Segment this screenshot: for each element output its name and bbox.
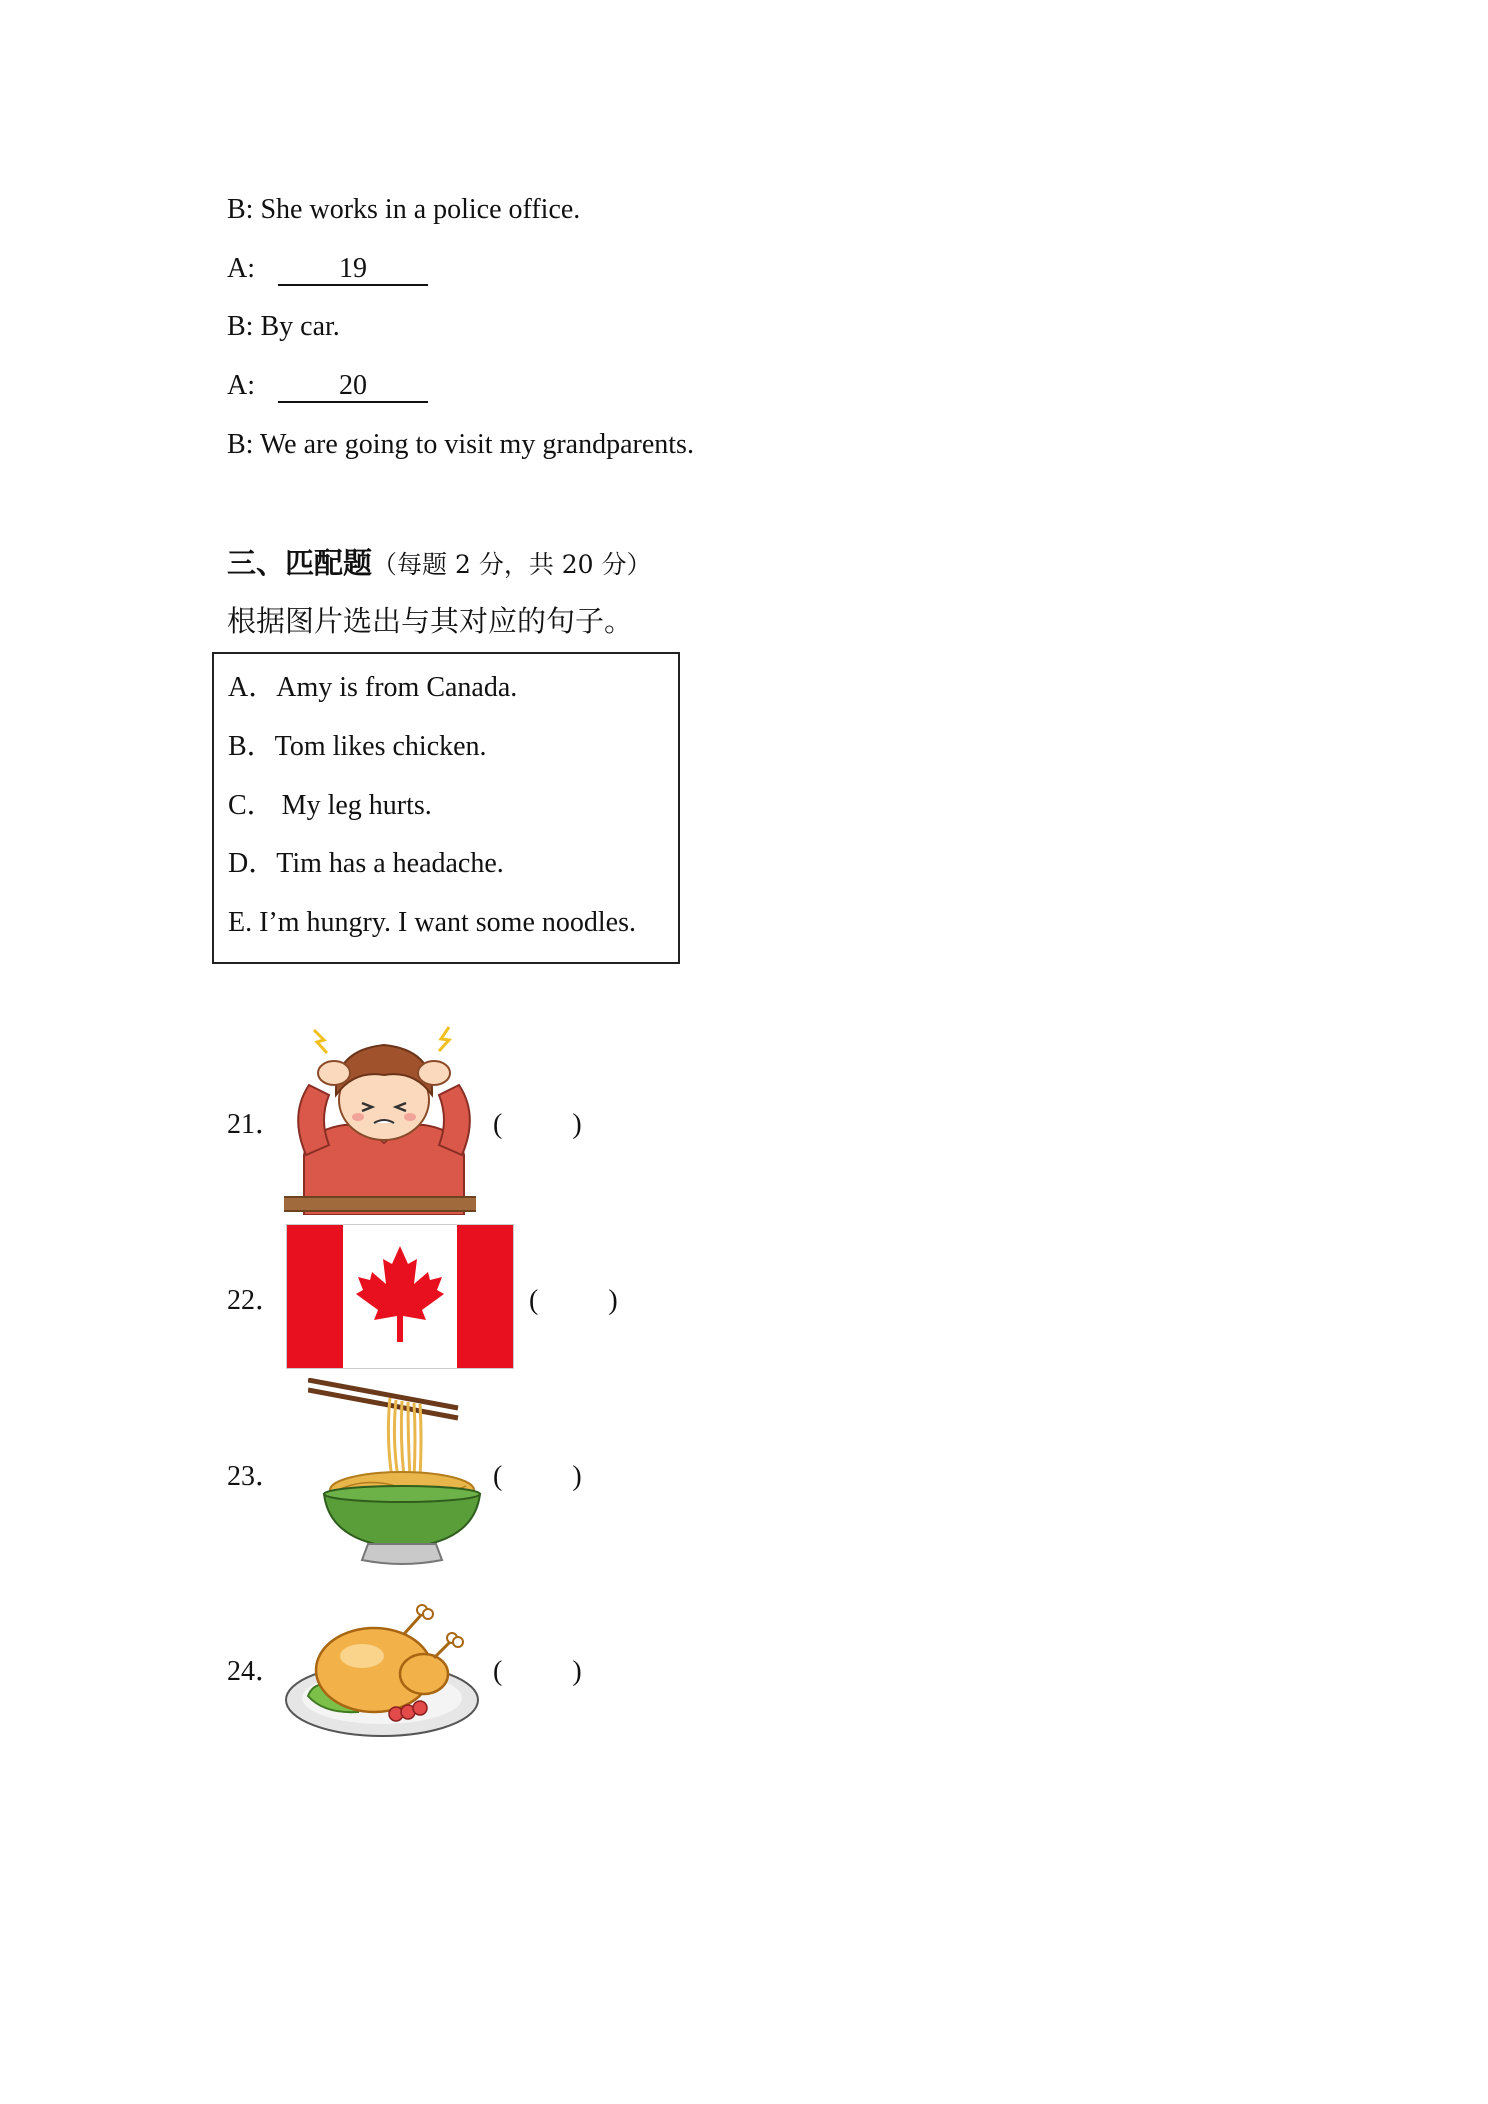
question-number-23: 23． <box>227 1461 284 1492</box>
answer-blank-19[interactable]: 19 <box>278 254 428 286</box>
dialogue-line-1 <box>227 193 580 227</box>
answer-paren-24[interactable]: ( ) <box>493 1656 582 1687</box>
speaker-label: A: <box>227 370 255 401</box>
dialogue-line-3 <box>227 310 340 344</box>
desk-edge <box>284 1196 476 1212</box>
options-box <box>212 652 680 964</box>
answer-blank-20[interactable]: 20 <box>278 371 428 403</box>
option-c: C． My leg hurts. <box>228 790 432 821</box>
answer-paren-23[interactable]: ( ) <box>493 1461 582 1492</box>
roast-chicken-icon <box>284 1600 480 1740</box>
dialogue-text: We are going to visit my grandparents. <box>259 429 694 460</box>
noodle-bowl-icon <box>308 1378 488 1568</box>
canada-flag-icon <box>286 1224 514 1369</box>
section-title: 三、匹配题 <box>227 548 373 580</box>
dialogue-text: She works in a police office. <box>260 194 581 225</box>
section-score: （每题 2 分，共 20 分） <box>372 550 652 579</box>
boy-with-headache-icon <box>284 1025 484 1215</box>
section-instruction: 根据图片选出与其对应的句子。 <box>227 606 634 638</box>
speaker-label: A: <box>227 253 255 284</box>
option-a: A．Amy is from Canada. <box>228 672 518 703</box>
option-d: D．Tim has a headache. <box>228 848 504 879</box>
speaker-label: B: <box>227 429 254 460</box>
dialogue-line-2 <box>227 252 428 286</box>
question-number-24: 24． <box>227 1656 284 1687</box>
section-heading <box>227 546 652 583</box>
question-number-22: 22． <box>227 1285 284 1316</box>
dialogue-line-4 <box>227 369 428 403</box>
option-b: B．Tom likes chicken. <box>228 731 487 762</box>
question-number-21: 21． <box>227 1109 284 1140</box>
dialogue-line-5 <box>227 428 694 462</box>
option-e: E. I’m hungry. I want some noodles. <box>228 907 636 938</box>
answer-paren-21[interactable]: ( ) <box>493 1109 582 1140</box>
dialogue-text: By car. <box>260 311 340 342</box>
answer-paren-22[interactable]: ( ) <box>529 1285 618 1316</box>
speaker-label: B: <box>227 194 254 225</box>
speaker-label: B: <box>227 311 254 342</box>
